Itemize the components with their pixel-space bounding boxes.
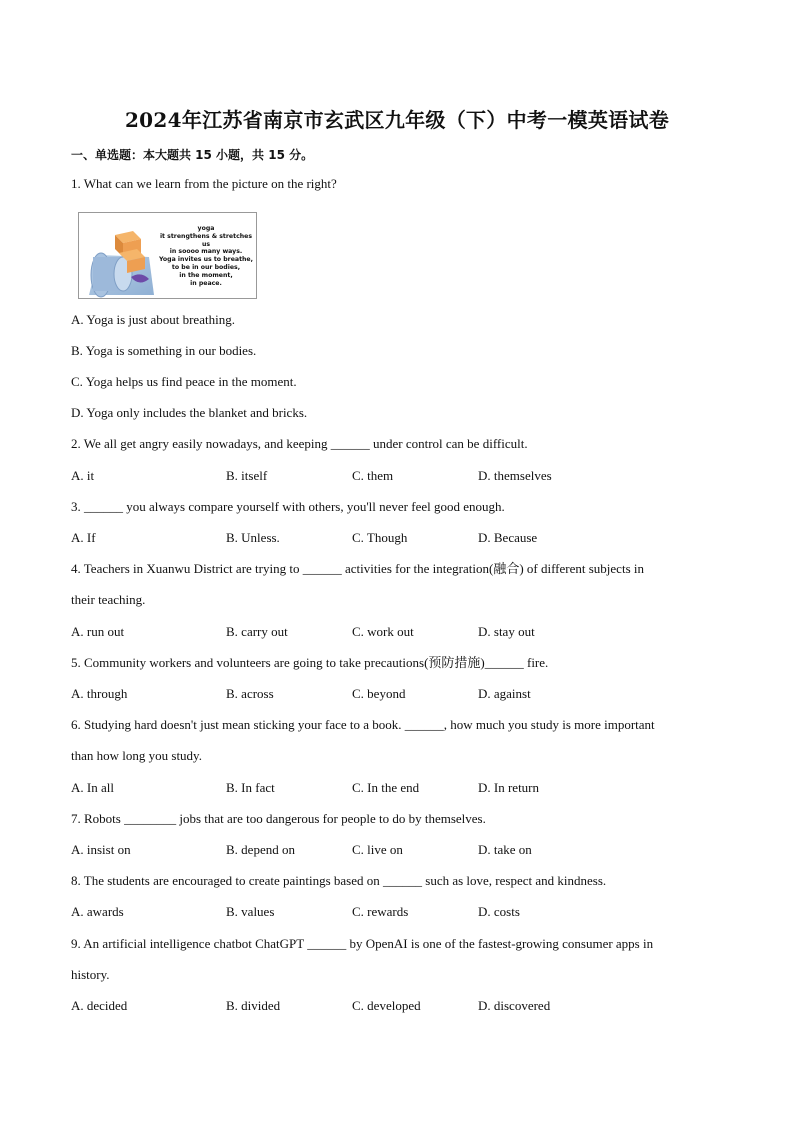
option-a: A. If bbox=[71, 530, 96, 545]
option-c: C. developed bbox=[352, 998, 421, 1013]
yoga-quote-line: it strengthens & stretches bbox=[159, 232, 253, 240]
option-d: D. take on bbox=[478, 842, 532, 857]
option-c: C. In the end bbox=[352, 780, 420, 795]
question-9-text-continued: history. bbox=[71, 967, 110, 982]
question-6-text: 6. Studying hard doesn't just mean sticking your face to a book. ______, how much you study is more important bbox=[71, 717, 655, 732]
option-a: A. In all bbox=[71, 780, 114, 795]
option-c: C. work out bbox=[352, 624, 414, 639]
question-9-options bbox=[71, 998, 721, 1014]
section-heading: 一、单选题：本大题共 15 小题，共 15 分。 bbox=[71, 148, 314, 162]
option-c: C. rewards bbox=[352, 904, 409, 919]
option-b: B. carry out bbox=[226, 624, 288, 639]
question-4-options bbox=[71, 624, 721, 640]
option-a: A. through bbox=[71, 686, 128, 701]
option-d: D. stay out bbox=[478, 624, 535, 639]
yoga-quote-line: in peace. bbox=[190, 279, 222, 287]
yoga-quote-line: yoga bbox=[197, 225, 215, 232]
yoga-quote-line: in the moment, bbox=[179, 271, 233, 279]
option-d: D. costs bbox=[478, 904, 520, 919]
question-1-option-b: B. Yoga is something in our bodies. bbox=[71, 343, 257, 358]
option-c: C. live on bbox=[352, 842, 403, 857]
option-b: B. itself bbox=[226, 468, 268, 483]
option-b: B. Unless. bbox=[226, 530, 280, 545]
option-a: A. decided bbox=[71, 998, 128, 1013]
yoga-quote-line: us bbox=[201, 240, 211, 248]
option-a: A. run out bbox=[71, 624, 125, 639]
question-9-text: 9. An artificial intelligence chatbot ChatGPT ______ by OpenAI is one of the fastest-growing consumer apps in bbox=[71, 936, 654, 951]
question-4-text-continued: their teaching. bbox=[71, 592, 146, 607]
option-d: D. against bbox=[478, 686, 531, 701]
option-b: B. divided bbox=[226, 998, 281, 1013]
yoga-quote-line: in soooo many ways. bbox=[169, 248, 243, 256]
question-1-option-c: C. Yoga helps us find peace in the moment. bbox=[71, 374, 297, 389]
yoga-quote bbox=[157, 225, 255, 287]
option-a: A. it bbox=[71, 468, 95, 483]
option-c: C. Though bbox=[352, 530, 408, 545]
option-c: C. them bbox=[352, 468, 394, 483]
question-4-text: 4. Teachers in Xuanwu District are trying to ______ activities for the integration(融合) of different subjects in bbox=[71, 561, 644, 576]
question-3-options bbox=[71, 530, 721, 546]
question-1-text: 1. What can we learn from the picture on the right? bbox=[71, 176, 337, 191]
option-b: B. In fact bbox=[226, 780, 275, 795]
question-2-text: 2. We all get angry easily nowadays, and keeping ______ under control can be difficult. bbox=[71, 436, 528, 451]
page-title: 2024年江苏省南京市玄武区九年级（下）中考一模英语试卷 bbox=[124, 108, 670, 132]
question-5-options bbox=[71, 686, 721, 702]
question-5-text: 5. Community workers and volunteers are going to take precautions(预防措施)______ fire. bbox=[71, 655, 549, 670]
option-b: B. depend on bbox=[226, 842, 295, 857]
option-c: C. beyond bbox=[352, 686, 406, 701]
option-a: A. awards bbox=[71, 904, 124, 919]
question-6-text-continued: than how long you study. bbox=[71, 748, 202, 763]
question-1-option-d: D. Yoga only includes the blanket and bricks. bbox=[71, 405, 308, 420]
question-3-text: 3. ______ you always compare yourself with others, you'll never feel good enough. bbox=[71, 499, 505, 514]
question-8-options bbox=[71, 904, 721, 920]
option-d: D. Because bbox=[478, 530, 538, 545]
option-d: D. In return bbox=[478, 780, 540, 795]
yoga-picture bbox=[78, 212, 257, 299]
yoga-quote-line: to be in our bodies, bbox=[171, 263, 241, 271]
option-d: D. themselves bbox=[478, 468, 552, 483]
yoga-quote-line: Yoga invites us to breathe, bbox=[159, 256, 253, 264]
question-7-text: 7. Robots ________ jobs that are too dangerous for people to do by themselves. bbox=[71, 811, 486, 826]
question-1-option-a: A. Yoga is just about breathing. bbox=[71, 312, 235, 327]
question-6-options bbox=[71, 780, 721, 796]
question-2-options bbox=[71, 468, 721, 484]
question-7-options bbox=[71, 842, 721, 858]
option-d: D. discovered bbox=[478, 998, 551, 1013]
option-b: B. across bbox=[226, 686, 274, 701]
question-8-text: 8. The students are encouraged to create paintings based on ______ such as love, respect and kindness. bbox=[71, 873, 607, 888]
option-a: A. insist on bbox=[71, 842, 131, 857]
option-b: B. values bbox=[226, 904, 275, 919]
